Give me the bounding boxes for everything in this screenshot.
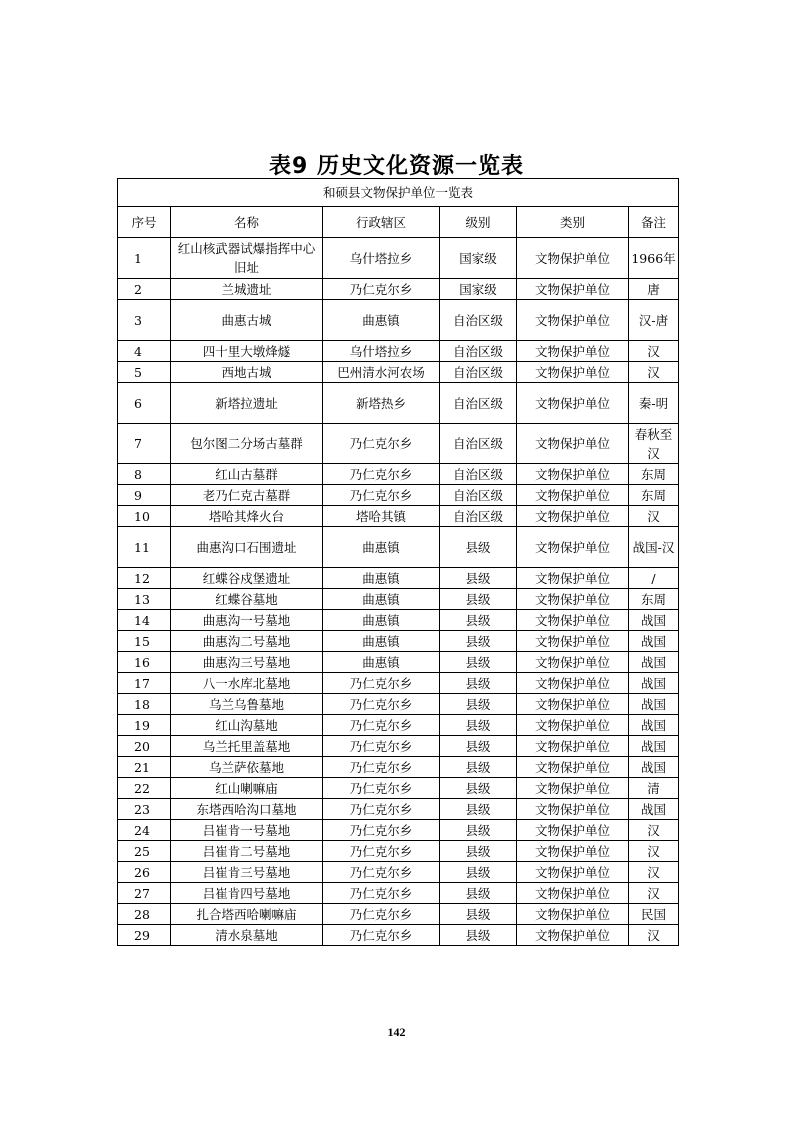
row-number-cell: 1: [118, 238, 171, 279]
category-cell: 文物保护单位: [517, 631, 629, 652]
district-cell: 乃仁克尔乡: [323, 757, 440, 778]
district-cell: 乃仁克尔乡: [323, 925, 440, 946]
site-name-cell: 包尔图二分场古墓群: [171, 424, 323, 464]
note-cell: 秦-明: [629, 383, 679, 424]
site-name-cell: 西地古城: [171, 362, 323, 383]
header-cell-no: 序号: [118, 207, 171, 238]
district-cell: 曲惠镇: [323, 631, 440, 652]
site-name-cell: 东塔西哈沟口墓地: [171, 799, 323, 820]
table-row: [118, 883, 679, 904]
district-cell: 乃仁克尔乡: [323, 485, 440, 506]
level-cell: 县级: [440, 883, 517, 904]
row-number-cell: 15: [118, 631, 171, 652]
table-row: [118, 485, 679, 506]
table-row: [118, 341, 679, 362]
category-cell: 文物保护单位: [517, 300, 629, 341]
district-cell: 乃仁克尔乡: [323, 694, 440, 715]
note-cell: 汉: [629, 862, 679, 883]
note-cell: 汉-唐: [629, 300, 679, 341]
row-number-cell: 8: [118, 464, 171, 485]
note-cell: 清: [629, 778, 679, 799]
row-number-cell: 23: [118, 799, 171, 820]
row-number-cell: 9: [118, 485, 171, 506]
row-number-cell: 28: [118, 904, 171, 925]
site-name-cell: 曲惠古城: [171, 300, 323, 341]
level-cell: 县级: [440, 904, 517, 925]
district-cell: 乃仁克尔乡: [323, 820, 440, 841]
category-cell: 文物保护单位: [517, 862, 629, 883]
category-cell: 文物保护单位: [517, 568, 629, 589]
row-number-cell: 17: [118, 673, 171, 694]
row-number-cell: 6: [118, 383, 171, 424]
site-name-cell: 吕崔肯二号墓地: [171, 841, 323, 862]
row-number-cell: 21: [118, 757, 171, 778]
site-name-cell: 吕崔肯三号墓地: [171, 862, 323, 883]
table-row: [118, 527, 679, 568]
row-number-cell: 26: [118, 862, 171, 883]
note-cell: 汉: [629, 341, 679, 362]
note-cell: 汉: [629, 841, 679, 862]
category-cell: 文物保护单位: [517, 736, 629, 757]
category-cell: 文物保护单位: [517, 464, 629, 485]
table-row: [118, 799, 679, 820]
level-cell: 自治区级: [440, 485, 517, 506]
row-number-cell: 16: [118, 652, 171, 673]
level-cell: 自治区级: [440, 506, 517, 527]
district-cell: 乃仁克尔乡: [323, 673, 440, 694]
site-name-cell: 乌兰萨依墓地: [171, 757, 323, 778]
note-cell: 战国: [629, 631, 679, 652]
page-number: 142: [387, 1025, 406, 1039]
district-cell: 乃仁克尔乡: [323, 883, 440, 904]
district-cell: 乃仁克尔乡: [323, 736, 440, 757]
district-cell: 塔哈其镇: [323, 506, 440, 527]
level-cell: 县级: [440, 862, 517, 883]
row-number-cell: 3: [118, 300, 171, 341]
table-row: [118, 610, 679, 631]
level-cell: 县级: [440, 757, 517, 778]
table-caption: 和硕县文物保护单位一览表: [118, 179, 679, 207]
category-cell: 文物保护单位: [517, 238, 629, 279]
table-row: [118, 715, 679, 736]
page-title: 表9 历史文化资源一览表: [269, 154, 524, 179]
district-cell: 曲惠镇: [323, 527, 440, 568]
row-number-cell: 25: [118, 841, 171, 862]
site-name-cell: 曲惠沟口石围遗址: [171, 527, 323, 568]
table-row: [118, 652, 679, 673]
level-cell: 自治区级: [440, 424, 517, 464]
site-name-cell: 曲惠沟一号墓地: [171, 610, 323, 631]
district-cell: 乃仁克尔乡: [323, 799, 440, 820]
site-name-cell: 乌兰托里盖墓地: [171, 736, 323, 757]
level-cell: 县级: [440, 778, 517, 799]
note-cell: 战国: [629, 799, 679, 820]
level-cell: 县级: [440, 820, 517, 841]
category-cell: 文物保护单位: [517, 485, 629, 506]
table-row: [118, 778, 679, 799]
category-cell: 文物保护单位: [517, 341, 629, 362]
note-cell: /: [629, 568, 679, 589]
table-caption-row: [118, 179, 679, 207]
site-name-cell: 塔哈其烽火台: [171, 506, 323, 527]
district-cell: 曲惠镇: [323, 610, 440, 631]
table-row: [118, 238, 679, 279]
category-cell: 文物保护单位: [517, 610, 629, 631]
table-row: [118, 841, 679, 862]
note-cell: 战国: [629, 673, 679, 694]
site-name-cell: 红山喇嘛庙: [171, 778, 323, 799]
header-cell-name: 名称: [171, 207, 323, 238]
district-cell: 乃仁克尔乡: [323, 715, 440, 736]
category-cell: 文物保护单位: [517, 694, 629, 715]
category-cell: 文物保护单位: [517, 362, 629, 383]
row-number-cell: 5: [118, 362, 171, 383]
table-row: [118, 279, 679, 300]
note-cell: 战国: [629, 652, 679, 673]
site-name-cell: 四十里大墩烽燧: [171, 341, 323, 362]
category-cell: 文物保护单位: [517, 841, 629, 862]
row-number-cell: 4: [118, 341, 171, 362]
district-cell: 新塔热乡: [323, 383, 440, 424]
level-cell: 自治区级: [440, 300, 517, 341]
category-cell: 文物保护单位: [517, 424, 629, 464]
district-cell: 乃仁克尔乡: [323, 841, 440, 862]
row-number-cell: 11: [118, 527, 171, 568]
note-cell: 战国: [629, 736, 679, 757]
site-name-cell: 红蝶谷墓地: [171, 589, 323, 610]
row-number-cell: 20: [118, 736, 171, 757]
site-name-cell: 新塔拉遗址: [171, 383, 323, 424]
row-number-cell: 14: [118, 610, 171, 631]
site-name-cell: 红蝶谷戍堡遗址: [171, 568, 323, 589]
row-number-cell: 10: [118, 506, 171, 527]
category-cell: 文物保护单位: [517, 589, 629, 610]
site-name-cell: 红山沟墓地: [171, 715, 323, 736]
table-row: [118, 862, 679, 883]
category-cell: 文物保护单位: [517, 383, 629, 424]
site-name-cell: 吕崔肯四号墓地: [171, 883, 323, 904]
table-row: [118, 506, 679, 527]
level-cell: 国家级: [440, 238, 517, 279]
table-row: [118, 424, 679, 464]
note-cell: 战国: [629, 715, 679, 736]
row-number-cell: 24: [118, 820, 171, 841]
level-cell: 县级: [440, 925, 517, 946]
category-cell: 文物保护单位: [517, 883, 629, 904]
site-name-cell: 清水泉墓地: [171, 925, 323, 946]
site-name-cell: 兰城遗址: [171, 279, 323, 300]
site-name-cell: 老乃仁克古墓群: [171, 485, 323, 506]
category-cell: 文物保护单位: [517, 279, 629, 300]
note-cell: 汉: [629, 506, 679, 527]
header-cell-note: 备注: [629, 207, 679, 238]
category-cell: 文物保护单位: [517, 757, 629, 778]
level-cell: 县级: [440, 736, 517, 757]
site-name-cell: 扎合塔西哈喇嘛庙: [171, 904, 323, 925]
row-number-cell: 7: [118, 424, 171, 464]
level-cell: 自治区级: [440, 383, 517, 424]
category-cell: 文物保护单位: [517, 778, 629, 799]
row-number-cell: 12: [118, 568, 171, 589]
site-name-cell: 八一水库北墓地: [171, 673, 323, 694]
table-header-row: [118, 207, 679, 238]
header-cell-level: 级别: [440, 207, 517, 238]
site-name-cell: 吕崔肯一号墓地: [171, 820, 323, 841]
row-number-cell: 2: [118, 279, 171, 300]
note-cell: 战国-汉: [629, 527, 679, 568]
table-row: [118, 925, 679, 946]
district-cell: 乃仁克尔乡: [323, 862, 440, 883]
table-row: [118, 673, 679, 694]
level-cell: 县级: [440, 715, 517, 736]
table-row: [118, 694, 679, 715]
site-name-cell: 乌兰乌鲁墓地: [171, 694, 323, 715]
district-cell: 巴州清水河农场: [323, 362, 440, 383]
category-cell: 文物保护单位: [517, 925, 629, 946]
category-cell: 文物保护单位: [517, 652, 629, 673]
district-cell: 乌什塔拉乡: [323, 238, 440, 279]
level-cell: 县级: [440, 589, 517, 610]
level-cell: 县级: [440, 799, 517, 820]
note-cell: 唐: [629, 279, 679, 300]
district-cell: 曲惠镇: [323, 652, 440, 673]
district-cell: 曲惠镇: [323, 300, 440, 341]
note-cell: 民国: [629, 904, 679, 925]
level-cell: 县级: [440, 694, 517, 715]
level-cell: 自治区级: [440, 464, 517, 485]
district-cell: 乃仁克尔乡: [323, 424, 440, 464]
district-cell: 乌什塔拉乡: [323, 341, 440, 362]
district-cell: 曲惠镇: [323, 589, 440, 610]
note-cell: 战国: [629, 694, 679, 715]
note-cell: 战国: [629, 757, 679, 778]
row-number-cell: 22: [118, 778, 171, 799]
table-row: [118, 631, 679, 652]
row-number-cell: 19: [118, 715, 171, 736]
note-cell: 汉: [629, 820, 679, 841]
row-number-cell: 27: [118, 883, 171, 904]
district-cell: 乃仁克尔乡: [323, 904, 440, 925]
heritage-table: [117, 178, 679, 946]
site-name-cell: 红山核武器试爆指挥中心旧址: [171, 238, 323, 279]
note-cell: 东周: [629, 464, 679, 485]
level-cell: 县级: [440, 652, 517, 673]
site-name-cell: 红山古墓群: [171, 464, 323, 485]
level-cell: 县级: [440, 610, 517, 631]
site-name-cell: 曲惠沟三号墓地: [171, 652, 323, 673]
district-cell: 乃仁克尔乡: [323, 464, 440, 485]
category-cell: 文物保护单位: [517, 527, 629, 568]
header-cell-type: 类别: [517, 207, 629, 238]
table-row: [118, 904, 679, 925]
level-cell: 自治区级: [440, 362, 517, 383]
category-cell: 文物保护单位: [517, 715, 629, 736]
district-cell: 曲惠镇: [323, 568, 440, 589]
category-cell: 文物保护单位: [517, 799, 629, 820]
table-row: [118, 464, 679, 485]
district-cell: 乃仁克尔乡: [323, 279, 440, 300]
table-row: [118, 568, 679, 589]
note-cell: 汉: [629, 883, 679, 904]
table-row: [118, 589, 679, 610]
level-cell: 县级: [440, 568, 517, 589]
row-number-cell: 13: [118, 589, 171, 610]
note-cell: 春秋至汉: [629, 424, 679, 464]
header-cell-area: 行政辖区: [323, 207, 440, 238]
category-cell: 文物保护单位: [517, 506, 629, 527]
note-cell: 东周: [629, 589, 679, 610]
note-cell: 汉: [629, 925, 679, 946]
table-row: [118, 757, 679, 778]
level-cell: 县级: [440, 841, 517, 862]
level-cell: 县级: [440, 527, 517, 568]
level-cell: 县级: [440, 673, 517, 694]
category-cell: 文物保护单位: [517, 673, 629, 694]
level-cell: 县级: [440, 631, 517, 652]
category-cell: 文物保护单位: [517, 904, 629, 925]
table-row: [118, 383, 679, 424]
table-row: [118, 820, 679, 841]
row-number-cell: 29: [118, 925, 171, 946]
note-cell: 东周: [629, 485, 679, 506]
note-cell: 汉: [629, 362, 679, 383]
row-number-cell: 18: [118, 694, 171, 715]
level-cell: 国家级: [440, 279, 517, 300]
table-row: [118, 300, 679, 341]
site-name-cell: 曲惠沟二号墓地: [171, 631, 323, 652]
table-row: [118, 736, 679, 757]
level-cell: 自治区级: [440, 341, 517, 362]
table-row: [118, 362, 679, 383]
district-cell: 乃仁克尔乡: [323, 778, 440, 799]
category-cell: 文物保护单位: [517, 820, 629, 841]
note-cell: 1966年: [629, 238, 679, 279]
note-cell: 战国: [629, 610, 679, 631]
